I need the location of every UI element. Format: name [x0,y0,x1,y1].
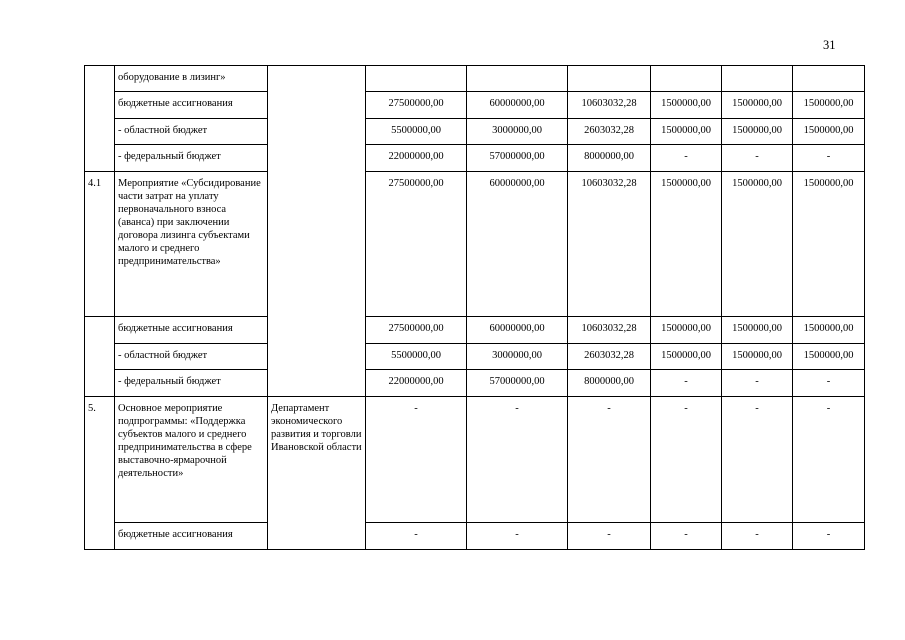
table-row [85,397,865,523]
executor-cell [268,66,366,397]
value-cell: 60000000,00 [467,172,568,317]
value-cell: - [366,523,467,550]
value-cell [467,66,568,92]
value-cell: 10603032,28 [568,92,651,119]
value-cell: - [568,397,651,523]
value-cell: - [793,523,865,550]
value-cell: - [651,370,722,397]
value-cell [722,66,793,92]
row-label-cell: бюджетные ассигнования [115,92,268,119]
value-cell: 2603032,28 [568,344,651,370]
value-cell: 22000000,00 [366,370,467,397]
value-cell: 1500000,00 [722,92,793,119]
value-cell: 22000000,00 [366,145,467,172]
table-row [85,317,865,344]
value-cell: 57000000,00 [467,370,568,397]
value-cell [651,66,722,92]
row-label-cell: - федеральный бюджет [115,145,268,172]
value-cell: 10603032,28 [568,317,651,344]
table-row [85,145,865,172]
value-cell: 1500000,00 [793,317,865,344]
value-cell: 1500000,00 [722,317,793,344]
row-label-cell: - областной бюджет [115,119,268,145]
value-cell: - [467,523,568,550]
row-number-cell: 5. [85,397,115,550]
budget-table [84,65,865,550]
value-cell: - [651,397,722,523]
table-row [85,523,865,550]
value-cell: - [366,397,467,523]
value-cell: 1500000,00 [722,119,793,145]
value-cell: 1500000,00 [793,344,865,370]
table-row [85,66,865,92]
row-label-cell: бюджетные ассигнования [115,317,268,344]
value-cell: 1500000,00 [793,172,865,317]
row-number-cell: 4.1 [85,172,115,317]
value-cell: - [651,145,722,172]
value-cell: 1500000,00 [722,172,793,317]
value-cell: 8000000,00 [568,145,651,172]
row-label-cell: - федеральный бюджет [115,370,268,397]
value-cell: 1500000,00 [651,317,722,344]
value-cell: - [722,370,793,397]
row-label-cell: - областной бюджет [115,344,268,370]
value-cell: 3000000,00 [467,119,568,145]
value-cell [366,66,467,92]
value-cell: 3000000,00 [467,344,568,370]
row-number-cell [85,66,115,172]
table-row [85,172,865,317]
value-cell: - [793,145,865,172]
value-cell: 1500000,00 [793,119,865,145]
value-cell: - [568,523,651,550]
row-label-cell: Мероприятие «Субсидирование части затрат на уплату первоначального взноса (аванса) при заключении договора лизинга субъектами малого и среднего предпринимательства» [115,172,268,317]
row-label-cell: оборудование в лизинг» [115,66,268,92]
value-cell: 1500000,00 [651,119,722,145]
value-cell [793,66,865,92]
page-number: 31 [823,38,836,52]
value-cell: 1500000,00 [793,92,865,119]
executor-cell: Департамент экономического развития и торговли Ивановской области [268,397,366,550]
value-cell: - [651,523,722,550]
value-cell: - [793,397,865,523]
value-cell: 1500000,00 [722,344,793,370]
table-row [85,119,865,145]
table-row [85,370,865,397]
value-cell: - [722,523,793,550]
table-row [85,92,865,119]
value-cell: 8000000,00 [568,370,651,397]
value-cell: 57000000,00 [467,145,568,172]
value-cell: - [467,397,568,523]
value-cell: - [722,397,793,523]
row-label-cell: Основное мероприятие подпрограммы: «Поддержка субъектов малого и среднего предпринимательства в сфере выставочно-ярмарочной деятельности» [115,397,268,523]
value-cell: 2603032,28 [568,119,651,145]
value-cell: 27500000,00 [366,92,467,119]
value-cell: 1500000,00 [651,344,722,370]
value-cell: 5500000,00 [366,344,467,370]
value-cell: 27500000,00 [366,317,467,344]
table-row [85,344,865,370]
row-label-cell: бюджетные ассигнования [115,523,268,550]
value-cell [568,66,651,92]
value-cell: 27500000,00 [366,172,467,317]
value-cell: 5500000,00 [366,119,467,145]
row-number-cell [85,317,115,397]
value-cell: 60000000,00 [467,317,568,344]
value-cell: 1500000,00 [651,92,722,119]
value-cell: - [722,145,793,172]
value-cell: 10603032,28 [568,172,651,317]
value-cell: - [793,370,865,397]
value-cell: 60000000,00 [467,92,568,119]
value-cell: 1500000,00 [651,172,722,317]
